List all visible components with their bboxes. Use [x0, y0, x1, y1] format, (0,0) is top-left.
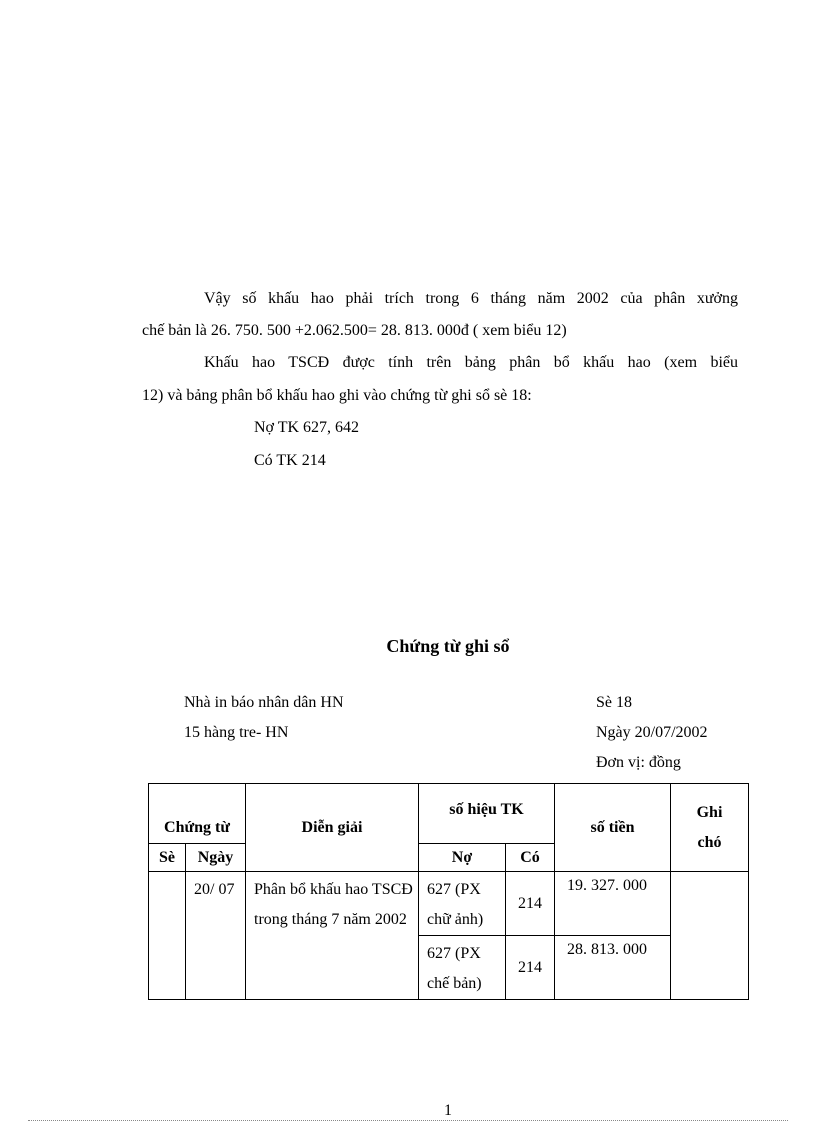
header-account: số hiệu TK — [419, 784, 555, 844]
voucher-table — [148, 783, 749, 1000]
line1-debit-cell — [419, 872, 506, 936]
paragraph1-line1: Vậy số khấu hao phải trích trong 6 tháng năm 2002 của phân xưởng — [204, 290, 738, 307]
line2-amount-cell — [555, 936, 671, 1000]
paragraph2-line2: 12) và bảng phân bổ khấu hao ghi vào chứng từ ghi sổ sè 18: — [142, 387, 532, 404]
line1-amount-cell — [555, 872, 671, 936]
row-note — [671, 872, 749, 1000]
credit-entry: Có TK 214 — [254, 452, 326, 469]
company-address: 15 hàng tre- HN — [184, 724, 289, 741]
line1-credit: 214 — [506, 872, 555, 936]
header-amount: số tiền — [555, 784, 671, 872]
table-header-row — [149, 784, 749, 844]
row-description-cell — [246, 872, 419, 1000]
header-date: Ngày — [186, 844, 246, 872]
line2-debit-cell — [419, 936, 506, 1000]
row-date-cell — [186, 872, 246, 1000]
page-number: 1 — [444, 1102, 452, 1119]
voucher-number: Sè 18 — [596, 694, 632, 711]
row-description: Phân bổ khấu hao TSCĐ trong tháng 7 năm 2002 — [254, 881, 413, 928]
row-number — [149, 872, 186, 1000]
header-description: Diễn giải — [246, 784, 419, 872]
line1-amount: 19. 327. 000 — [567, 877, 647, 894]
line2-amount: 28. 813. 000 — [567, 941, 647, 958]
currency-unit: Đơn vị: đồng — [596, 754, 681, 771]
header-note: Ghi chó — [671, 784, 749, 872]
voucher-date: Ngày 20/07/2002 — [596, 724, 708, 741]
header-debit: Nợ — [419, 844, 506, 872]
table-row — [149, 872, 749, 936]
line1-debit: 627 (PX chữ ảnh) — [427, 881, 484, 928]
footer-divider — [28, 1120, 788, 1121]
paragraph2-line1: Khấu hao TSCĐ được tính trên bảng phân bổ khấu hao (xem biểu — [204, 354, 738, 371]
debit-entry: Nợ TK 627, 642 — [254, 419, 360, 436]
document-title: Chứng từ ghi sổ — [386, 636, 510, 656]
row-date: 20/ 07 — [194, 881, 235, 898]
header-voucher: Chứng từ — [149, 784, 246, 844]
paragraph1-line2: chế bản là 26. 750. 500 +2.062.500= 28. 813. 000đ ( xem biểu 12) — [142, 322, 567, 339]
company-name: Nhà in báo nhân dân HN — [184, 694, 344, 711]
header-number: Sè — [149, 844, 186, 872]
line2-credit: 214 — [506, 936, 555, 1000]
line2-debit: 627 (PX chế bản) — [427, 945, 482, 992]
header-credit: Có — [506, 844, 555, 872]
